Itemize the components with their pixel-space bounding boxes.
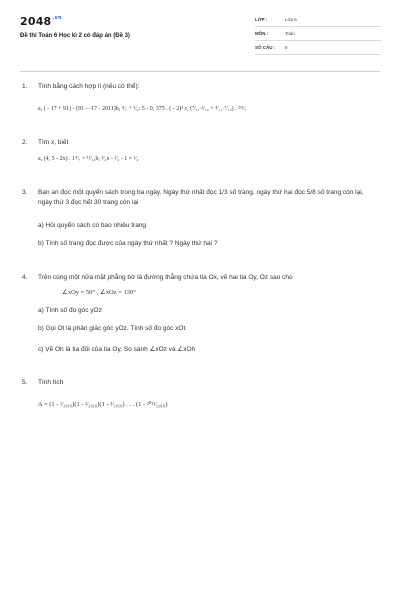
question-1-math: a, ( - 17 + 91) - (91 - -17 - 2011)b, ⁴⁄₇ + ⁵⁄₆: 5 - 0, 375 . ( - 2)² c, (⁷⁄₁₁·⁵⁄₁₂ + ⁴⁄₁₁·⁷⁄₁₂) . ²ʳ⁵⁄₇ — [38, 106, 247, 112]
question-4-math: ∠xOy = 50° , ∠xOz = 130° — [62, 289, 136, 296]
site-logo[interactable] — [20, 15, 62, 28]
question-3-part-b: b) Tính số trang đọc được của ngày thứ nhất ? Ngày thứ hai ? — [38, 240, 218, 247]
question-2-math: a, (4, 5 - 2x) . 1⁴⁄₇ = ¹¹⁄₁₄b, ³⁄₄x - ¹⁄₂ - 1 = ¹⁄₄ — [38, 156, 139, 162]
question-number: 3. — [22, 189, 28, 196]
meta-value: 5 — [285, 45, 288, 50]
question-text: Bạn an đọc một quyển sách trong ba ngày. Ngày thứ nhất đọc 1/3 số trang, ngày thứ hai đọc 5/8 số trang còn lại, ngày thứ 3 đọc hết 30 trang còn lại — [38, 189, 364, 206]
meta-row-class — [255, 13, 381, 27]
question-text: Tính bằng cách hợp lí (nếu có thể): — [38, 83, 140, 90]
logo-text: 2048 — [20, 15, 52, 28]
meta-row-subject — [255, 27, 381, 41]
meta-label: SỐ CÂU : — [255, 45, 276, 50]
meta-row-question-count — [255, 41, 381, 55]
meta-value: Toán — [285, 31, 295, 36]
question-number: 2. — [22, 139, 28, 146]
meta-label: MÔN : — [255, 31, 269, 36]
header-divider — [20, 71, 380, 72]
question-text: Tính tích — [38, 379, 64, 386]
question-3-part-a: a) Hỏi quyển sách có bao nhiêu trang — [38, 222, 147, 229]
question-number: 1. — [22, 83, 28, 90]
meta-label: LỚP : — [255, 17, 268, 22]
question-4-part-c: c) Vẽ Oh là tia đối của tia Oy. So sánh ∠xOz và ∠xOh — [38, 346, 196, 353]
question-4-part-b: b) Gọi Ot là phân giác góc yOz. Tính số đo góc xOt — [38, 325, 186, 332]
question-5-math: A = (1 - ¹⁄₂₀₁₀)(1 - ²⁄₂₀₁₀)(1 - ³⁄₂₀₁₀) . . . (1 - ²⁰¹¹⁄₂₀₁₀) — [38, 401, 168, 408]
document-title: Đề thi Toán 6 Học kì 2 có đáp án (Đề 3) — [20, 33, 130, 39]
meta-panel — [255, 13, 381, 55]
document-header — [0, 0, 400, 62]
logo-suffix: .vn — [52, 15, 62, 21]
question-text: Trên cùng một nửa mặt phẳng bờ là đường thẳng chứa tia Ox, vẽ hai tia Oy, Oz sao cho — [38, 274, 293, 281]
question-4-part-a: a) Tính số đo góc yOz — [38, 307, 102, 314]
meta-value: Lớp 6 — [285, 17, 297, 22]
question-number: 5. — [22, 379, 28, 386]
question-text: Tìm x, biết — [38, 139, 69, 146]
question-number: 4. — [22, 274, 28, 281]
